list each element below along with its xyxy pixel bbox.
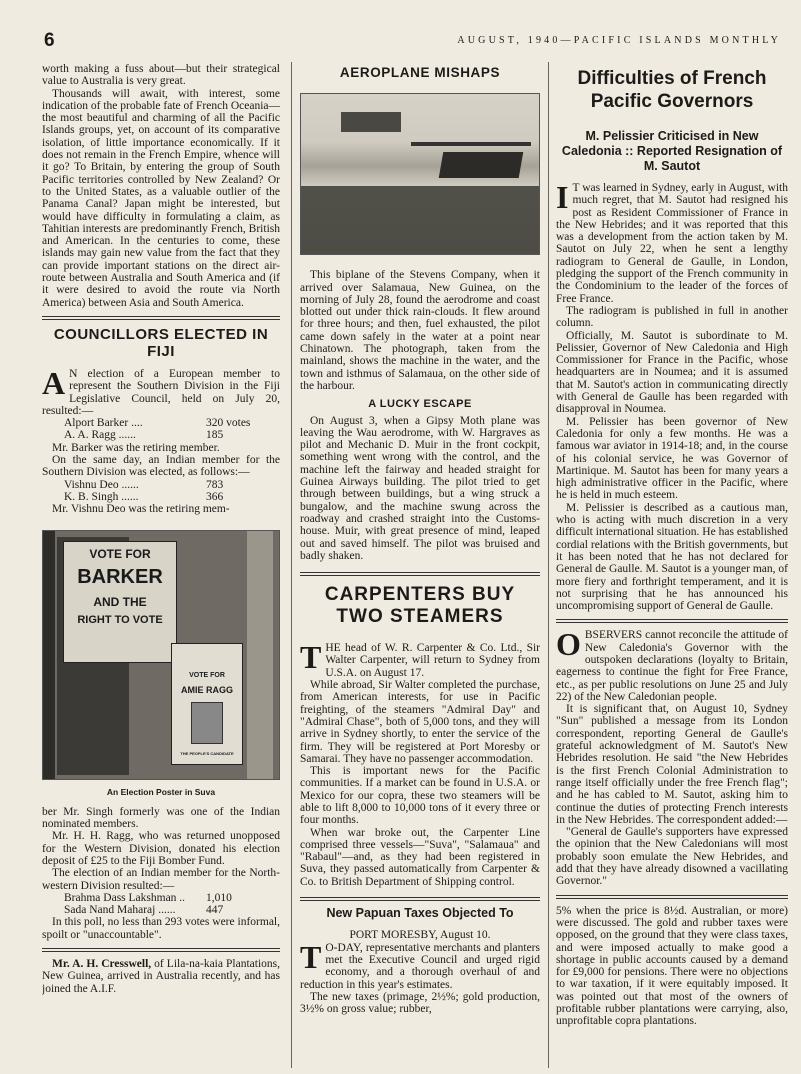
paragraph: It is significant that, on August 10, Sydney "Sun" published a message from its London correspondent, reporting General de Gaulle's grateful acknowledgment of M. Sautot's New Hebrides resolution. He said "the New Hebrides is the first French Colonial Administration to range itself officially under the free French flag"; and he has cabled to M. Sautot, asking him to continue the duties of protecting French interests in the New Hebrides. The correspondent added:— (556, 703, 788, 826)
result-row: Brahma Dass Lakshman .. 1,010 (64, 891, 232, 904)
poster-text: THE PEOPLE'S CANDIDATE (180, 751, 234, 757)
paragraph: While abroad, Sir Walter completed the purchase, from American interests, for use in Pacific freighting, of the steamers "Admiral Day" and "Admiral Chase", both of 5,000 tons, and they will arrive in Sydney shortly, to enter the service of the firm. They will be registered at Port Moresby or Samarai. They have no passenger accommodation. (300, 679, 540, 765)
section-rule (42, 948, 280, 952)
paragraph: On August 3, when a Gipsy Moth plane was leaving the Wau aerodrome, with W. Hargraves as pilot and Mechanic D. Muir in the front cockpit, something went wrong with the control, and the machine left the fairway and headed straight for Guinea Airways building. The pilot tried to get through between buildings, but a wing struck a bungalow, and the machine swung across the roadway and crashed straight into the Customs-house. Muir, with great presence of mind, leaped out and saved himself. The pilot was bruised and badly shaken. (300, 414, 540, 562)
result-row: A. A. Ragg ...... 185 (64, 429, 224, 442)
paragraph: Officially, M. Sautot is subordinate to M. Pelissier, Governor of New Caledonia and High Commissioner for France in the Pacific, whose headquarters are in Noumea; and it is assumed that M. Sautot's action in communicating directly with General de Gaulle has been regarded with disapproval in Noumea. (556, 329, 788, 416)
election-intro: A N election of a European member to represent the Southern Division in the Fiji Legislative Council, held on July 20, resulted:— (42, 364, 280, 417)
column-divider (291, 62, 292, 1068)
paragraph: 5% when the price is 8½d. Australian, or more) were discussed. The gold and rubber taxes were opposed, on the ground that they were class taxes, and were imposed actually to make good a shortage in public accounts caused by a demand for £9,000 for pensions. There were no objections to war taxation, if it were equitably imposed. It was pointed out that most of the owners of profitable rubber plantations were carrying, also, unprofitable copra plantations. (556, 904, 788, 1028)
aeroplane-heading: AEROPLANE MISHAPS (339, 65, 501, 80)
result-row: Alport Barker .... 320 votes (64, 417, 251, 430)
drop-cap: I (556, 179, 569, 215)
paragraph: M. Pelissier is described as a cautious man, who is acting with much discretion in a very difficult international situation. He has established cordial relations with the British governments, but it has been noted that he has not declared for General de Gaulle. M. Sautot is a younger man, of more fiery and forthright temperament, and it is not surprising that he has announced his uncompromising support of General de Gaulle. (556, 501, 788, 613)
biplane-photo (300, 93, 540, 255)
paragraph: In this poll, no less than 293 votes were informal, spoilt or "unaccountable". (42, 916, 280, 941)
photo-caption: This biplane of the Stevens Company, when it arrived over Salamaua, New Guinea, on the morning of July 28, found the aerodrome and coast blotted out under thick rain-clouds. It flew around for three hours; and then, fuel exhausted, the pilot came down safely in the water at a point near Chinatown. The photograph, taken from the mainland, shows the machine in the water, and the town and isthmus of Salamaua, on the other side of the harbour. (300, 269, 540, 392)
paragraph: This is important news for the Pacific communities. If a market can be found in U.S.A. or Mexico for our copra, these two steamers will be able to lift 8,000 to 10,000 tons of it every three or four months. (300, 765, 540, 827)
result-row: Vishnu Deo ...... 783 (64, 478, 224, 491)
poster-text: AND THE (93, 594, 147, 609)
poster-text: RIGHT TO VOTE (77, 614, 163, 627)
papuan-heading: New Papuan Taxes Objected To (326, 906, 514, 921)
paragraph: I T was learned in Sydney, early in August, with much regret, that M. Sautot had resigned his post as Resident Commissioner of France in the New Hebrides; and it was reported that this was a development from the action taken by M. Sautot on July 22, when he sent a lengthy radiogram to General de Gaulle, in London, pledging the support of the French community in the Condominium to the leader of the forces of Free France. (556, 179, 788, 305)
biplane-shape (439, 152, 524, 178)
paragraph: Thousands will await, with interest, some indication of the probable fate of French Oceania—the most beautiful and charming of all the Pacific Islands groups, yet, on account of its comparative isolation, of little importance economically. If it does not remain in the French Empire, whence will it go? To Britain, by entering the group of South Pacific territories controlled by New Zealand? Or to the United States, as a valuable outlier of the Panama Canal? Japan might be interested, but would have difficulty in formulating a claim, as Tahitian interests are predominantly French, British and American. In the centuries to come, these islands may gain new value from the fact that they can provide important stations on the direct air-route between Australia and South America and (if it were desired to avoid the route via North America) between Asia and South America. (42, 87, 280, 309)
column-right (556, 63, 788, 1068)
paragraph: The radiogram is published in full in another column. (556, 304, 788, 330)
paragraph: Mr. Barker was the retiring member. (52, 441, 220, 454)
drop-cap: A (42, 364, 66, 401)
column-middle (300, 63, 540, 1068)
page-header (0, 30, 801, 52)
biplane-wing (411, 142, 531, 146)
headland (341, 112, 401, 132)
drop-cap: T (300, 938, 322, 975)
paragraph: M. Pelissier has been governor of New Caledonia for only a few months. He was a famous war aviator in 1914-18; and, in the course of his colonial service, he was Governor of Martinique. M. Sautot has been for many years a high administrative officer in the Pacific, where he is held in much esteem. (556, 415, 788, 502)
french-subheading: M. Pelissier Criticised in New Caledonia :: Reported Resignation of M. Sautot (561, 129, 783, 173)
foreground-foliage (301, 186, 540, 254)
poster-text: VOTE FOR (189, 671, 225, 679)
paragraph: Mr. A. H. Cresswell, of Lila-na-kaia Plantations, New Guinea, arrived in Australia recently, and has joined the A.I.F. (42, 958, 280, 995)
paragraph: ber Mr. Singh formerly was one of the Indian nominated members. (42, 805, 280, 831)
running-title: AUGUST, 1940—PACIFIC ISLANDS MONTHLY (457, 35, 781, 46)
result-row: Sada Nand Maharaj ...... 447 (64, 904, 224, 917)
section-rule (42, 316, 280, 320)
paragraph: worth making a fuss about—but their strategical value to Australia is very great. (42, 63, 280, 88)
paragraph: T O-DAY, representative merchants and planters met the Executive Council and urged rigid economy, and a thorough overhaul of and reduction in this year's estimates. (300, 938, 540, 991)
column-left (42, 63, 280, 1068)
section-rule (300, 572, 540, 576)
councillors-heading: COUNCILLORS ELECTED IN FIJI (53, 325, 269, 360)
section-rule (556, 895, 788, 899)
lucky-escape-heading: A LUCKY ESCAPE (368, 398, 472, 411)
poster-text: AMIE RAGG (180, 684, 233, 695)
paragraph: THE head of W. R. Carpenter & Co. Ltd., Sir Walter Carpenter, will return to Sydney from U.S.A. on August 17. (300, 639, 540, 679)
column-divider (548, 62, 549, 1068)
result-row: K. B. Singh ...... 366 (64, 490, 224, 503)
paragraph: "General de Gaulle's supporters have expressed the opinion that the New Caledonians will most probably soon emulate the New Hebrides, and add that they have already disowned a vacillating Governor." (556, 826, 788, 888)
section-rule (556, 619, 788, 623)
candidate-portrait (191, 702, 223, 744)
page-number: 6 (44, 30, 55, 51)
paragraph: On the same day, an Indian member for the Southern Division was elected, as follows:— (42, 454, 280, 479)
photo-caption: An Election Poster in Suva (106, 786, 216, 797)
poster-text: VOTE FOR (89, 546, 151, 561)
french-heading: Difficulties of French Pacific Governors (577, 68, 767, 112)
paragraph: When war broke out, the Carpenter Line comprised three vessels—"Suva", "Salamaua" and "Rabaul"—and, as they had been registered in Suva, they passed automatically from Carpenter & Co. to British Department of Shipping control. (300, 826, 540, 888)
paragraph: The election of an Indian member for the North-western Division resulted:— (42, 867, 280, 892)
paragraph: OBSERVERS cannot reconcile the attitude of New Caledonia's Governor with the outspoken declarations (loyalty to Britain, eagerness to continue the fight for Free France, etc., as per public resolutions on June 25 and July 22) of the New Caledonian people. (556, 626, 788, 703)
drop-cap: T (300, 639, 322, 676)
section-rule (300, 897, 540, 901)
election-poster-photo (42, 530, 280, 780)
paragraph: Mr. Vishnu Deo was the retiring mem- (52, 503, 230, 516)
drop-cap: O (556, 626, 581, 663)
dateline: PORT MORESBY, August 10. (349, 929, 491, 942)
paragraph: Mr. H. H. Ragg, who was returned unopposed for the Western Division, donated his election deposit of £25 to the Fiji Bomber Fund. (42, 830, 280, 867)
poster-text: BARKER (77, 565, 163, 588)
carpenters-heading: CARPENTERS BUY TWO STEAMERS (324, 584, 516, 628)
paragraph: The new taxes (primage, 2½%; gold production, 3½% on gross value; rubber, (300, 990, 540, 1016)
